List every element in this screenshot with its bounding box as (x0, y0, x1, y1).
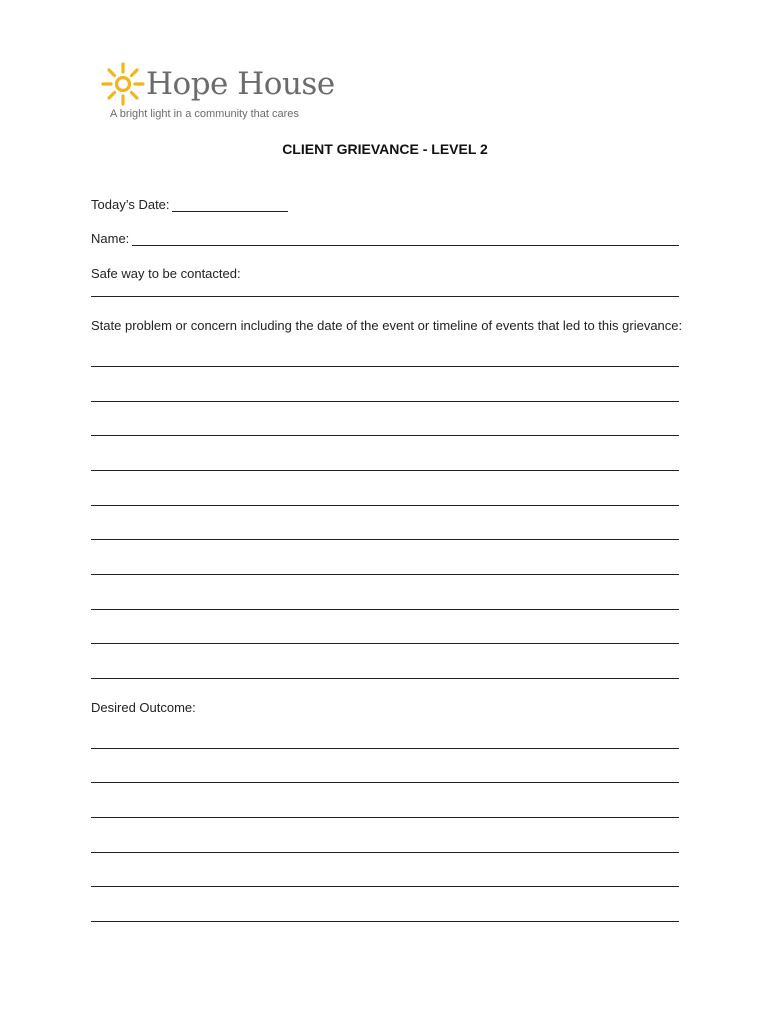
outcome-line[interactable] (91, 817, 679, 818)
problem-line[interactable] (91, 609, 679, 610)
problem-line[interactable] (91, 435, 679, 436)
outcome-line[interactable] (91, 921, 679, 922)
problem-line[interactable] (91, 505, 679, 506)
date-field[interactable] (172, 211, 288, 212)
hope-house-logo (100, 58, 340, 128)
problem-label: State problem or concern including the date of the event or timeline of events that led to this grievance: (91, 318, 683, 333)
brand-name: Hope House (146, 66, 335, 102)
contact-field[interactable] (91, 296, 679, 297)
outcome-line[interactable] (91, 748, 679, 749)
name-field[interactable] (132, 245, 679, 246)
problem-line[interactable] (91, 470, 679, 471)
outcome-label: Desired Outcome: (91, 700, 196, 715)
outcome-line[interactable] (91, 886, 679, 887)
name-label: Name: (91, 231, 130, 246)
problem-line[interactable] (91, 678, 679, 679)
date-label: Today’s Date: (91, 197, 170, 212)
problem-line[interactable] (91, 574, 679, 575)
problem-line[interactable] (91, 643, 679, 644)
contact-label: Safe way to be contacted: (91, 266, 241, 281)
problem-line[interactable] (91, 539, 679, 540)
problem-line[interactable] (91, 401, 679, 402)
brand-tagline: A bright light in a community that cares (110, 108, 299, 120)
sun-icon (100, 60, 146, 106)
form-title: CLIENT GRIEVANCE - LEVEL 2 (282, 141, 488, 157)
outcome-line[interactable] (91, 852, 679, 853)
outcome-line[interactable] (91, 782, 679, 783)
problem-line[interactable] (91, 366, 679, 367)
